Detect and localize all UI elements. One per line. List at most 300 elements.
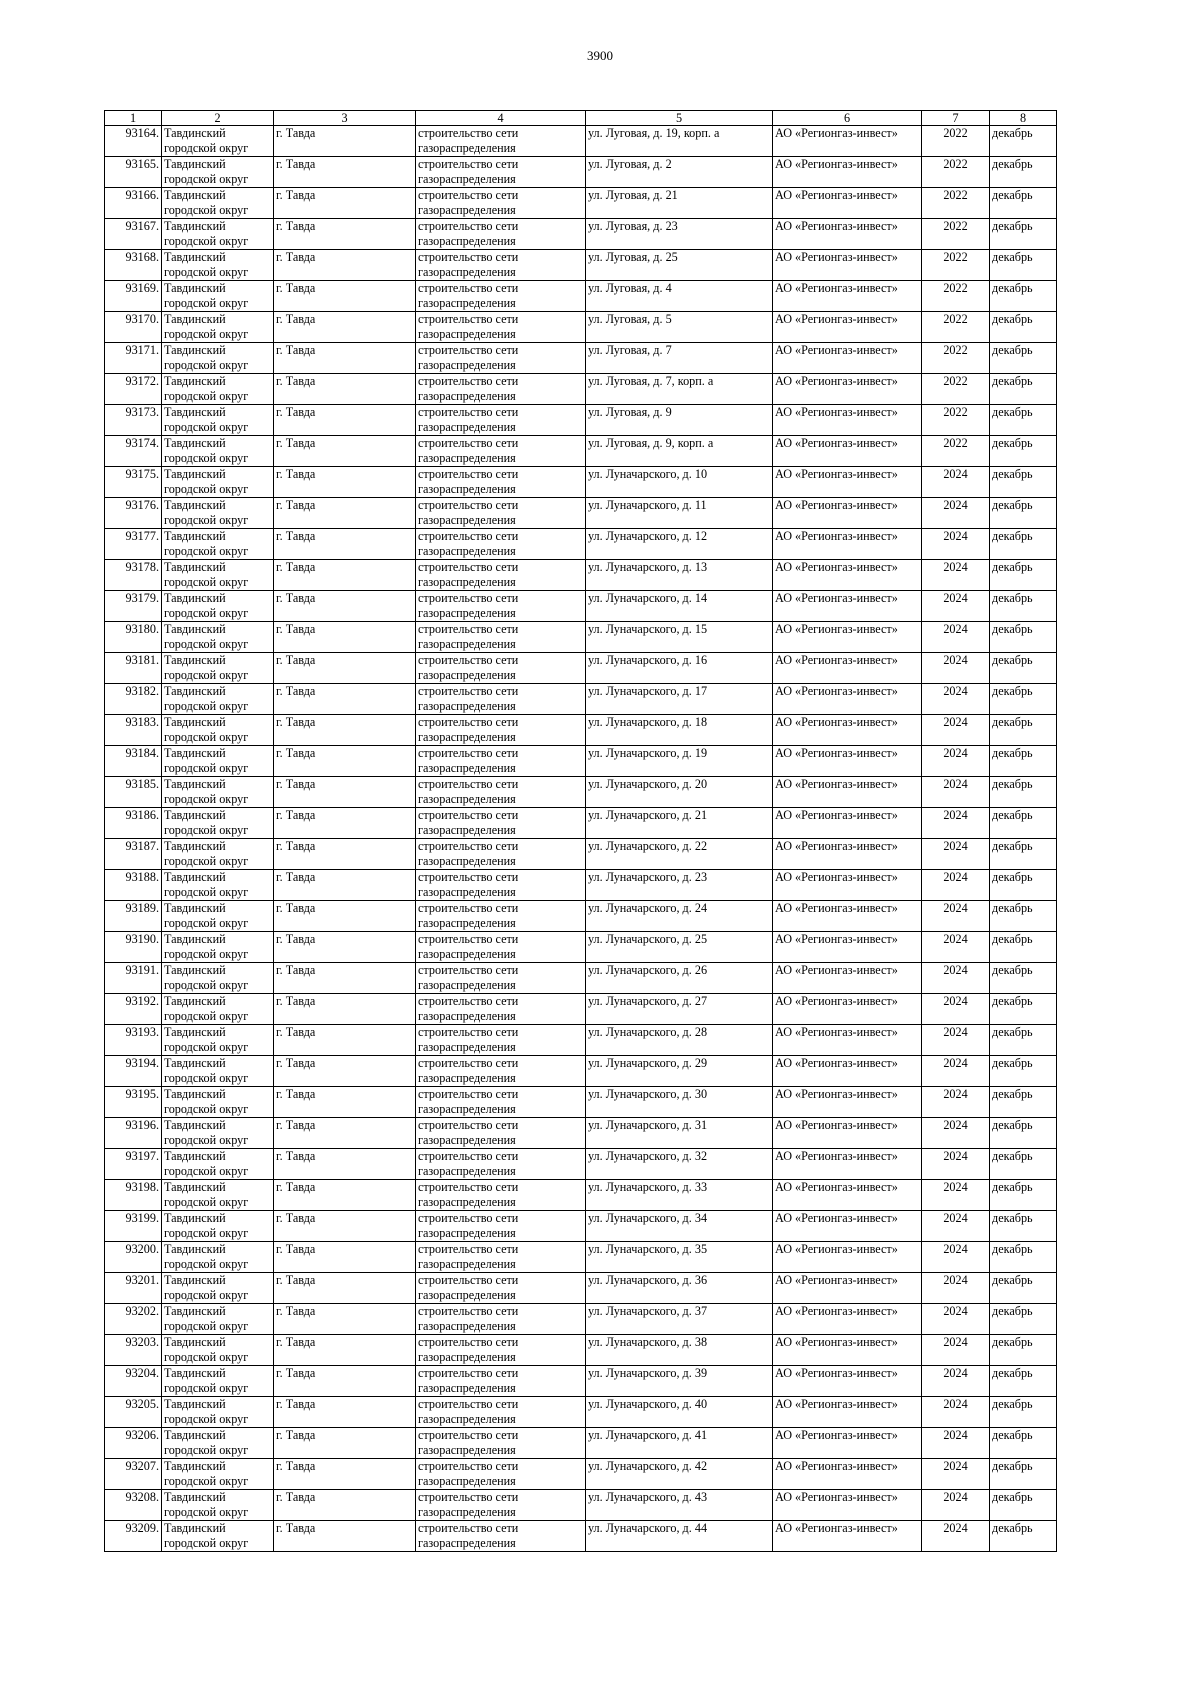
work-type-cell <box>416 312 586 343</box>
year-cell-text: 2024 <box>943 808 968 822</box>
column-header: 5 <box>586 111 773 126</box>
month-cell <box>990 715 1057 746</box>
address-cell <box>586 312 773 343</box>
year-cell <box>922 1087 990 1118</box>
table-row <box>105 498 1057 529</box>
work-type-cell-text: строительство сети газораспределения <box>418 1490 519 1519</box>
row-number-cell-text: 93171. <box>125 343 159 357</box>
year-cell-text: 2024 <box>943 622 968 636</box>
work-type-cell-text: строительство сети газораспределения <box>418 1335 519 1364</box>
locality-cell-text: г. Тавда <box>276 1087 316 1101</box>
month-cell <box>990 1397 1057 1428</box>
address-cell-text: ул. Луначарского, д. 19 <box>588 746 708 760</box>
table-row <box>105 1397 1057 1428</box>
work-type-cell <box>416 560 586 591</box>
district-cell-text: Тавдинский городской округ <box>164 1118 249 1147</box>
organization-cell <box>773 684 922 715</box>
month-cell-text: декабрь <box>992 932 1033 946</box>
organization-cell-text: АО «Регионгаз-инвест» <box>775 963 898 977</box>
organization-cell-text: АО «Регионгаз-инвест» <box>775 188 898 202</box>
district-cell <box>162 963 274 994</box>
district-cell <box>162 870 274 901</box>
row-number-cell-text: 93186. <box>125 808 159 822</box>
district-cell <box>162 1521 274 1552</box>
address-cell <box>586 963 773 994</box>
organization-cell <box>773 746 922 777</box>
organization-cell-text: АО «Регионгаз-инвест» <box>775 901 898 915</box>
month-cell <box>990 777 1057 808</box>
work-type-cell-text: строительство сети газораспределения <box>418 312 519 341</box>
organization-cell-text: АО «Регионгаз-инвест» <box>775 1366 898 1380</box>
work-type-cell <box>416 374 586 405</box>
year-cell <box>922 715 990 746</box>
organization-cell <box>773 529 922 560</box>
address-cell-text: ул. Луначарского, д. 18 <box>588 715 708 729</box>
address-cell-text: ул. Луначарского, д. 39 <box>588 1366 708 1380</box>
table-row <box>105 1273 1057 1304</box>
locality-cell-text: г. Тавда <box>276 839 316 853</box>
month-cell <box>990 1211 1057 1242</box>
district-cell <box>162 653 274 684</box>
organization-cell-text: АО «Регионгаз-инвест» <box>775 870 898 884</box>
row-number-cell <box>105 188 162 219</box>
organization-cell-text: АО «Регионгаз-инвест» <box>775 684 898 698</box>
work-type-cell-text: строительство сети газораспределения <box>418 1428 519 1457</box>
district-cell <box>162 591 274 622</box>
work-type-cell <box>416 405 586 436</box>
locality-cell <box>274 1490 416 1521</box>
work-type-cell-text: строительство сети газораспределения <box>418 684 519 713</box>
organization-cell-text: АО «Регионгаз-инвест» <box>775 281 898 295</box>
table-row <box>105 1149 1057 1180</box>
year-cell-text: 2022 <box>943 188 968 202</box>
work-type-cell-text: строительство сети газораспределения <box>418 653 519 682</box>
work-type-cell <box>416 1521 586 1552</box>
address-cell-text: ул. Луначарского, д. 30 <box>588 1087 708 1101</box>
district-cell-text: Тавдинский городской округ <box>164 1459 249 1488</box>
district-cell <box>162 901 274 932</box>
address-cell <box>586 405 773 436</box>
address-cell <box>586 281 773 312</box>
year-cell-text: 2022 <box>943 343 968 357</box>
row-number-cell-text: 93198. <box>125 1180 159 1194</box>
work-type-cell-text: строительство сети газораспределения <box>418 436 519 465</box>
year-cell <box>922 1366 990 1397</box>
year-cell-text: 2024 <box>943 1397 968 1411</box>
work-type-cell <box>416 746 586 777</box>
work-type-cell-text: строительство сети газораспределения <box>418 250 519 279</box>
locality-cell <box>274 374 416 405</box>
district-cell <box>162 1211 274 1242</box>
work-type-cell-text: строительство сети газораспределения <box>418 591 519 620</box>
locality-cell-text: г. Тавда <box>276 622 316 636</box>
table-row <box>105 870 1057 901</box>
locality-cell <box>274 1459 416 1490</box>
table-row <box>105 901 1057 932</box>
column-header: 7 <box>922 111 990 126</box>
address-cell-text: ул. Луначарского, д. 37 <box>588 1304 708 1318</box>
organization-cell <box>773 188 922 219</box>
locality-cell <box>274 188 416 219</box>
month-cell-text: декабрь <box>992 746 1033 760</box>
work-type-cell <box>416 219 586 250</box>
month-cell <box>990 808 1057 839</box>
year-cell <box>922 374 990 405</box>
month-cell <box>990 1521 1057 1552</box>
year-cell <box>922 436 990 467</box>
month-cell-text: декабрь <box>992 994 1033 1008</box>
district-cell <box>162 622 274 653</box>
locality-cell <box>274 1211 416 1242</box>
table-row <box>105 1087 1057 1118</box>
organization-cell-text: АО «Регионгаз-инвест» <box>775 746 898 760</box>
organization-cell <box>773 839 922 870</box>
work-type-cell-text: строительство сети газораспределения <box>418 622 519 651</box>
organization-cell-text: АО «Регионгаз-инвест» <box>775 498 898 512</box>
row-number-cell-text: 93185. <box>125 777 159 791</box>
locality-cell-text: г. Тавда <box>276 1149 316 1163</box>
organization-cell-text: АО «Регионгаз-инвест» <box>775 436 898 450</box>
district-cell <box>162 994 274 1025</box>
month-cell-text: декабрь <box>992 188 1033 202</box>
locality-cell-text: г. Тавда <box>276 777 316 791</box>
address-cell-text: ул. Луначарского, д. 36 <box>588 1273 708 1287</box>
year-cell-text: 2022 <box>943 436 968 450</box>
locality-cell-text: г. Тавда <box>276 1304 316 1318</box>
month-cell <box>990 994 1057 1025</box>
year-cell <box>922 1459 990 1490</box>
district-cell-text: Тавдинский городской округ <box>164 684 249 713</box>
year-cell <box>922 498 990 529</box>
address-cell <box>586 1242 773 1273</box>
work-type-cell-text: строительство сети газораспределения <box>418 963 519 992</box>
locality-cell <box>274 684 416 715</box>
address-cell <box>586 529 773 560</box>
locality-cell <box>274 1521 416 1552</box>
locality-cell <box>274 312 416 343</box>
address-cell <box>586 870 773 901</box>
address-cell-text: ул. Луначарского, д. 21 <box>588 808 708 822</box>
locality-cell <box>274 126 416 157</box>
row-number-cell <box>105 653 162 684</box>
work-type-cell <box>416 777 586 808</box>
month-cell <box>990 529 1057 560</box>
organization-cell-text: АО «Регионгаз-инвест» <box>775 1149 898 1163</box>
organization-cell <box>773 715 922 746</box>
district-cell-text: Тавдинский городской округ <box>164 1025 249 1054</box>
organization-cell-text: АО «Регионгаз-инвест» <box>775 1335 898 1349</box>
address-cell-text: ул. Луначарского, д. 32 <box>588 1149 708 1163</box>
table-row <box>105 312 1057 343</box>
address-cell <box>586 653 773 684</box>
organization-cell-text: АО «Регионгаз-инвест» <box>775 405 898 419</box>
year-cell-text: 2024 <box>943 591 968 605</box>
row-number-cell-text: 93209. <box>125 1521 159 1535</box>
row-number-cell-text: 93170. <box>125 312 159 326</box>
month-cell-text: декабрь <box>992 684 1033 698</box>
organization-cell <box>773 1366 922 1397</box>
month-cell-text: декабрь <box>992 281 1033 295</box>
month-cell-text: декабрь <box>992 1521 1033 1535</box>
locality-cell <box>274 622 416 653</box>
year-cell <box>922 467 990 498</box>
organization-cell-text: АО «Регионгаз-инвест» <box>775 994 898 1008</box>
locality-cell-text: г. Тавда <box>276 1118 316 1132</box>
month-cell-text: декабрь <box>992 1149 1033 1163</box>
organization-cell <box>773 870 922 901</box>
work-type-cell <box>416 1366 586 1397</box>
work-type-cell <box>416 1304 586 1335</box>
work-type-cell-text: строительство сети газораспределения <box>418 1304 519 1333</box>
district-cell-text: Тавдинский городской округ <box>164 963 249 992</box>
row-number-cell <box>105 405 162 436</box>
organization-cell <box>773 1428 922 1459</box>
locality-cell <box>274 498 416 529</box>
month-cell-text: декабрь <box>992 467 1033 481</box>
district-cell <box>162 1118 274 1149</box>
row-number-cell-text: 93178. <box>125 560 159 574</box>
table-row <box>105 932 1057 963</box>
locality-cell <box>274 157 416 188</box>
row-number-cell <box>105 1211 162 1242</box>
work-type-cell <box>416 250 586 281</box>
row-number-cell-text: 93173. <box>125 405 159 419</box>
locality-cell <box>274 746 416 777</box>
address-cell-text: ул. Луначарского, д. 17 <box>588 684 708 698</box>
year-cell-text: 2024 <box>943 1242 968 1256</box>
year-cell <box>922 932 990 963</box>
address-cell <box>586 591 773 622</box>
work-type-cell <box>416 498 586 529</box>
work-type-cell-text: строительство сети газораспределения <box>418 126 519 155</box>
row-number-cell-text: 93175. <box>125 467 159 481</box>
district-cell <box>162 467 274 498</box>
work-type-cell-text: строительство сети газораспределения <box>418 467 519 496</box>
month-cell <box>990 188 1057 219</box>
locality-cell <box>274 653 416 684</box>
district-cell <box>162 684 274 715</box>
row-number-cell <box>105 932 162 963</box>
district-cell <box>162 219 274 250</box>
row-number-cell <box>105 281 162 312</box>
work-type-cell <box>416 1149 586 1180</box>
work-type-cell <box>416 870 586 901</box>
address-cell <box>586 436 773 467</box>
address-cell <box>586 1366 773 1397</box>
locality-cell-text: г. Тавда <box>276 281 316 295</box>
address-cell-text: ул. Луговая, д. 7, корп. а <box>588 374 714 388</box>
locality-cell <box>274 1242 416 1273</box>
work-type-cell <box>416 1211 586 1242</box>
year-cell-text: 2024 <box>943 1304 968 1318</box>
address-cell-text: ул. Луначарского, д. 33 <box>588 1180 708 1194</box>
organization-cell <box>773 1118 922 1149</box>
row-number-cell-text: 93205. <box>125 1397 159 1411</box>
organization-cell-text: АО «Регионгаз-инвест» <box>775 1273 898 1287</box>
district-cell-text: Тавдинский городской округ <box>164 126 249 155</box>
year-cell-text: 2022 <box>943 312 968 326</box>
year-cell-text: 2024 <box>943 467 968 481</box>
organization-cell <box>773 1335 922 1366</box>
locality-cell-text: г. Тавда <box>276 932 316 946</box>
month-cell-text: декабрь <box>992 963 1033 977</box>
address-cell <box>586 622 773 653</box>
work-type-cell-text: строительство сети газораспределения <box>418 1180 519 1209</box>
row-number-cell <box>105 1304 162 1335</box>
district-cell <box>162 808 274 839</box>
row-number-cell <box>105 126 162 157</box>
row-number-cell-text: 93174. <box>125 436 159 450</box>
district-cell-text: Тавдинский городской округ <box>164 591 249 620</box>
work-type-cell <box>416 1025 586 1056</box>
year-cell <box>922 126 990 157</box>
row-number-cell-text: 93195. <box>125 1087 159 1101</box>
row-number-cell-text: 93206. <box>125 1428 159 1442</box>
address-cell-text: ул. Луговая, д. 4 <box>588 281 672 295</box>
month-cell <box>990 839 1057 870</box>
row-number-cell <box>105 994 162 1025</box>
organization-cell <box>773 436 922 467</box>
month-cell <box>990 684 1057 715</box>
organization-cell-text: АО «Регионгаз-инвест» <box>775 839 898 853</box>
district-cell-text: Тавдинский городской округ <box>164 250 249 279</box>
address-cell <box>586 219 773 250</box>
district-cell-text: Тавдинский городской округ <box>164 219 249 248</box>
work-type-cell-text: строительство сети газораспределения <box>418 932 519 961</box>
month-cell <box>990 1056 1057 1087</box>
address-cell-text: ул. Луначарского, д. 23 <box>588 870 708 884</box>
locality-cell <box>274 250 416 281</box>
district-cell-text: Тавдинский городской округ <box>164 715 249 744</box>
district-cell-text: Тавдинский городской округ <box>164 436 249 465</box>
table-row <box>105 808 1057 839</box>
locality-cell-text: г. Тавда <box>276 901 316 915</box>
address-cell-text: ул. Луначарского, д. 28 <box>588 1025 708 1039</box>
year-cell <box>922 560 990 591</box>
table-row <box>105 963 1057 994</box>
year-cell <box>922 1521 990 1552</box>
year-cell-text: 2024 <box>943 1366 968 1380</box>
district-cell-text: Тавдинский городской округ <box>164 839 249 868</box>
locality-cell-text: г. Тавда <box>276 219 316 233</box>
year-cell <box>922 405 990 436</box>
row-number-cell <box>105 715 162 746</box>
month-cell-text: декабрь <box>992 560 1033 574</box>
work-type-cell <box>416 1087 586 1118</box>
row-number-cell <box>105 777 162 808</box>
work-type-cell-text: строительство сети газораспределения <box>418 994 519 1023</box>
locality-cell-text: г. Тавда <box>276 1056 316 1070</box>
year-cell <box>922 777 990 808</box>
address-cell <box>586 1304 773 1335</box>
locality-cell <box>274 436 416 467</box>
month-cell-text: декабрь <box>992 1087 1033 1101</box>
district-cell <box>162 1397 274 1428</box>
table-row <box>105 994 1057 1025</box>
month-cell-text: декабрь <box>992 1056 1033 1070</box>
organization-cell <box>773 1397 922 1428</box>
locality-cell <box>274 467 416 498</box>
locality-cell-text: г. Тавда <box>276 1273 316 1287</box>
year-cell-text: 2024 <box>943 1459 968 1473</box>
work-type-cell-text: строительство сети газораспределения <box>418 1025 519 1054</box>
organization-cell-text: АО «Регионгаз-инвест» <box>775 777 898 791</box>
row-number-cell-text: 93193. <box>125 1025 159 1039</box>
locality-cell <box>274 1025 416 1056</box>
organization-cell <box>773 1211 922 1242</box>
district-cell <box>162 436 274 467</box>
organization-cell <box>773 560 922 591</box>
district-cell-text: Тавдинский городской округ <box>164 529 249 558</box>
year-cell-text: 2024 <box>943 560 968 574</box>
locality-cell-text: г. Тавда <box>276 746 316 760</box>
address-cell <box>586 684 773 715</box>
address-cell-text: ул. Луговая, д. 23 <box>588 219 678 233</box>
district-cell <box>162 1304 274 1335</box>
month-cell-text: декабрь <box>992 1118 1033 1132</box>
locality-cell-text: г. Тавда <box>276 405 316 419</box>
locality-cell <box>274 1397 416 1428</box>
locality-cell <box>274 963 416 994</box>
district-cell-text: Тавдинский городской округ <box>164 560 249 589</box>
locality-cell <box>274 1149 416 1180</box>
year-cell <box>922 808 990 839</box>
row-number-cell <box>105 467 162 498</box>
locality-cell <box>274 1056 416 1087</box>
year-cell <box>922 250 990 281</box>
month-cell <box>990 1087 1057 1118</box>
year-cell <box>922 994 990 1025</box>
year-cell <box>922 1211 990 1242</box>
year-cell <box>922 1397 990 1428</box>
organization-cell <box>773 1056 922 1087</box>
month-cell-text: декабрь <box>992 312 1033 326</box>
row-number-cell <box>105 622 162 653</box>
row-number-cell-text: 93177. <box>125 529 159 543</box>
year-cell <box>922 901 990 932</box>
address-cell-text: ул. Луначарского, д. 38 <box>588 1335 708 1349</box>
year-cell-text: 2024 <box>943 1335 968 1349</box>
district-cell <box>162 250 274 281</box>
year-cell <box>922 591 990 622</box>
year-cell-text: 2024 <box>943 994 968 1008</box>
district-cell <box>162 1242 274 1273</box>
year-cell <box>922 1335 990 1366</box>
district-cell-text: Тавдинский городской округ <box>164 1335 249 1364</box>
district-cell-text: Тавдинский городской округ <box>164 405 249 434</box>
month-cell-text: декабрь <box>992 1180 1033 1194</box>
year-cell <box>922 1056 990 1087</box>
row-number-cell-text: 93165. <box>125 157 159 171</box>
locality-cell-text: г. Тавда <box>276 1428 316 1442</box>
work-type-cell <box>416 529 586 560</box>
locality-cell-text: г. Тавда <box>276 1366 316 1380</box>
row-number-cell <box>105 1490 162 1521</box>
month-cell-text: декабрь <box>992 808 1033 822</box>
year-cell-text: 2022 <box>943 281 968 295</box>
year-cell <box>922 219 990 250</box>
month-cell <box>990 653 1057 684</box>
organization-cell <box>773 312 922 343</box>
work-type-cell-text: строительство сети газораспределения <box>418 870 519 899</box>
address-cell <box>586 1087 773 1118</box>
month-cell <box>990 1366 1057 1397</box>
address-cell <box>586 343 773 374</box>
address-cell <box>586 994 773 1025</box>
work-type-cell-text: строительство сети газораспределения <box>418 715 519 744</box>
row-number-cell <box>105 436 162 467</box>
address-cell-text: ул. Луговая, д. 2 <box>588 157 672 171</box>
